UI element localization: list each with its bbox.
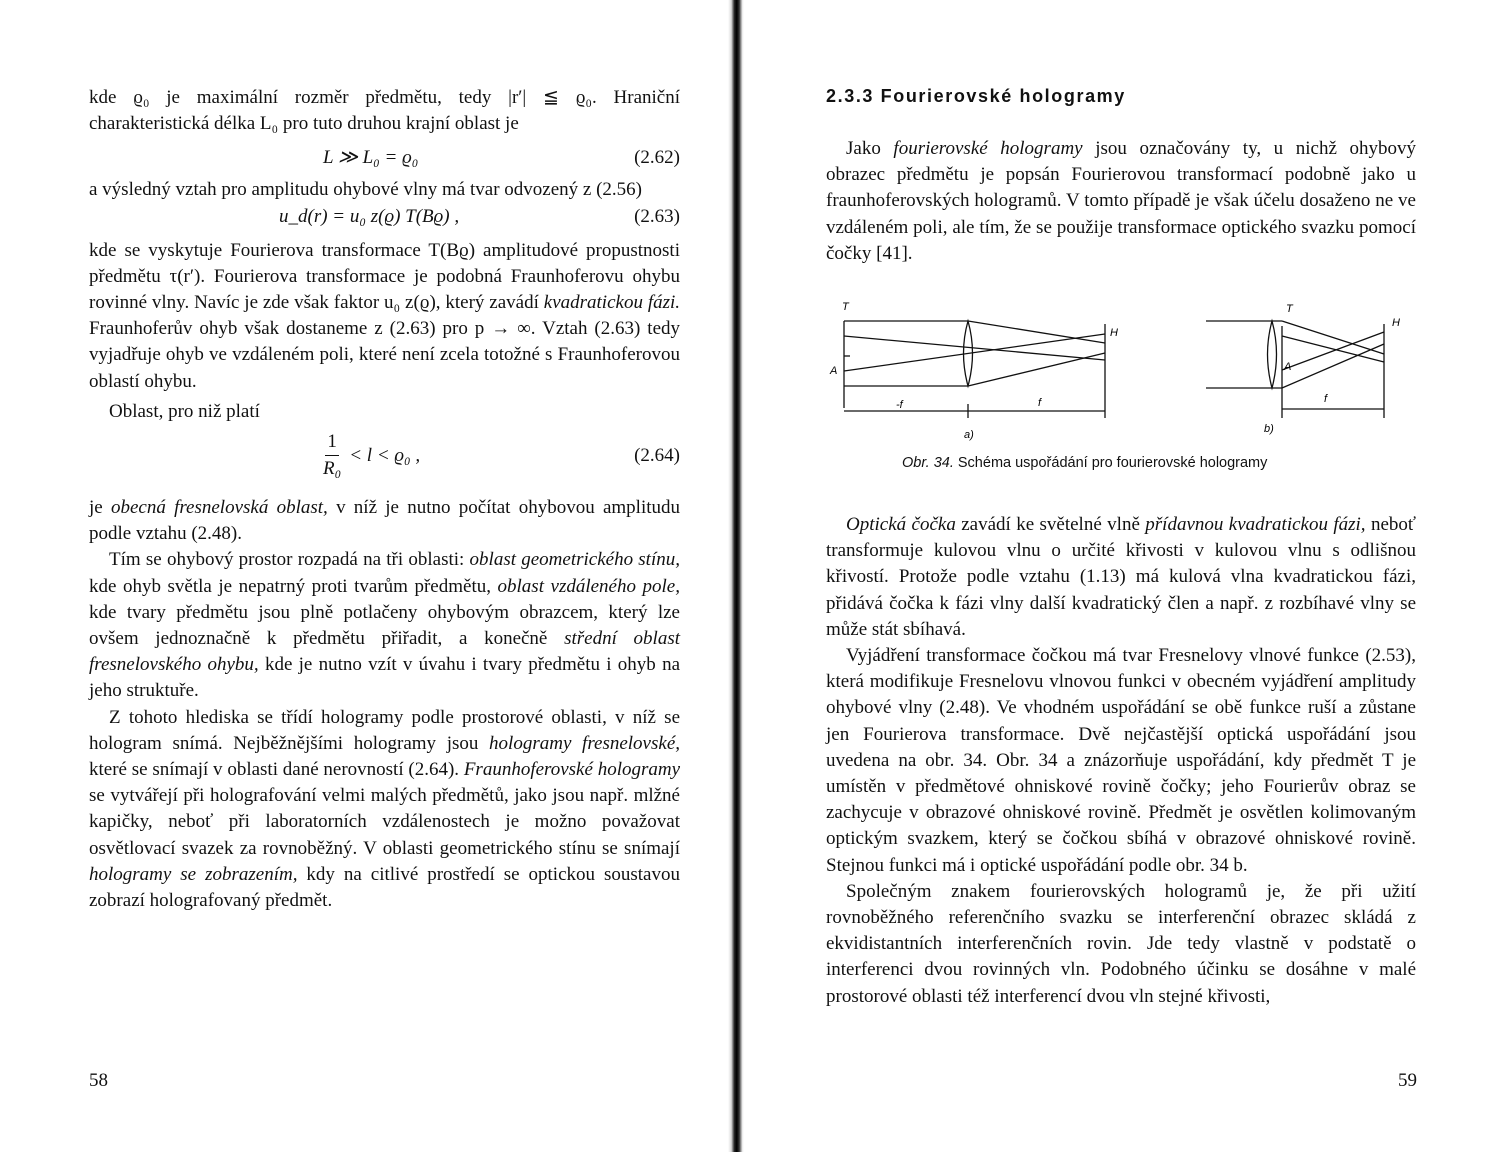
section-heading: 2.3.3 Fourierovské hologramy: [826, 86, 1126, 106]
paragraph: [89, 547, 680, 704]
equation-formula: [323, 429, 420, 482]
page-number: 58: [89, 1070, 108, 1091]
emphasis: fourierovské hologramy: [893, 138, 1083, 159]
diagram-b: [1206, 321, 1384, 418]
paragraph: [89, 495, 680, 547]
emphasis: oblast vzdáleného pole,: [497, 575, 680, 597]
focal-label-minus-f: -f: [896, 399, 903, 411]
equation-number: (2.63): [634, 205, 680, 227]
hologram-label-h: H: [1110, 327, 1118, 339]
equation-2-64: [89, 425, 680, 495]
text-run: se vytvářejí při holografování velmi malých předmětů, jako jsou např. mlžné kapičky, neboť při laboratorních vzdálenostech je možno považovat osvětlovací svazek za rovnoběžný. V oblasti geometrického stínu se snímají: [89, 785, 680, 859]
left-text-column: [89, 85, 680, 914]
denominator: R₀: [323, 458, 342, 480]
emphasis: oblast geometrického stínu,: [469, 549, 680, 571]
equation-formula: L ≫ L₀ = ϱ₀: [323, 147, 419, 169]
diagram-a: [844, 321, 1105, 418]
subfigure-label-a: a): [964, 429, 974, 441]
emphasis: střední oblast fresnelovského ohybu,: [89, 628, 681, 676]
equation-number: (2.64): [634, 445, 680, 467]
text-run: neboť transformuje kulovou vlnu o určité křivosti v kulovou vlnu s odlišnou křivostí. Protože podle vztahu (1.13) má kulová vlna kvadratickou fázi, přidává čočka k fázi vlny další kvadratický člen a např. z rozbíhavé vlny se může stát sbíhavá.: [826, 514, 1417, 640]
left-page: [0, 0, 728, 1152]
object-label-t: T: [1286, 303, 1293, 315]
optical-setup-figure: [828, 296, 1428, 446]
figure-caption: [902, 455, 1267, 471]
text-run: Tím se ohybový prostor rozpadá na tři oblasti:: [109, 549, 465, 571]
emphasis: obecná fresnelovská oblast,: [110, 497, 328, 519]
object-label-t: T: [842, 301, 849, 313]
focal-label-f: f: [1038, 397, 1042, 409]
equation-2-62: [89, 137, 680, 177]
text-run: Jako: [846, 138, 881, 159]
paragraph: [89, 705, 680, 915]
emphasis: přídavnou kvadratickou fázi,: [1145, 514, 1366, 535]
text-run: Z tohoto hlediska se třídí hologramy podle prostorové oblasti, v níž se hologram snímá. Nejběžnějšími hologramy jsou: [89, 706, 680, 754]
paragraph: Společným znakem fourierovských hologramů je, že při užití rovnoběžného referenčního svazku se interferenční obrazec skládá z ekvidistantních interferenčních rovin. Jde tedy vlastně v podstatě o interferenci dvou rovinných vln. Podobného účinku se dosáhne v malé prostorové oblasti též interferencí dvou vln stejné křivosti,: [826, 880, 1416, 1007]
subfigure-label-b: b): [1264, 423, 1274, 435]
text-run: zavádí ke světelné vlně: [961, 514, 1140, 535]
paragraph: Oblast, pro niž platí: [109, 400, 260, 422]
right-page: [744, 0, 1506, 1152]
hologram-label-h: H: [1392, 317, 1400, 329]
equation-number: (2.62): [634, 147, 680, 169]
text-run: jsou označovány ty, u nichž ohybový obrazec předmětu je popsán Fourierovou transformací podobně jako u fraunhoferovských hologramů. V tomto případě je však účelu dosaženo ne ve vzdáleném poli, ale tím, že se použije transformace optického svazku pomocí čočky [41].: [826, 138, 1416, 264]
text-run: kdy na citlivé prostředí se optickou soustavou zobrazí holografovaný předmět.: [89, 863, 680, 912]
paragraph: [89, 238, 680, 395]
emphasis: hologramy se zobrazením,: [89, 863, 298, 885]
emphasis: Fraunhoferovské hologramy: [463, 759, 681, 781]
text-run: kde tvary předmětu jsou plně potlačeny ohybovým obrazcem, který lze ovšem jednoznačně k předmětu přiřadit, a konečně: [89, 601, 680, 650]
equation-formula: u_d(r) = u₀ z(ϱ) T(Bϱ) ,: [279, 205, 460, 227]
text-run: kde je nutno vzít v úvahu i tvary předmětu i ohyb na jeho struktuře.: [89, 654, 681, 702]
book-gutter: [728, 0, 744, 1152]
text-run: Fraunhoferův ohyb však dostaneme z (2.63) pro p → ∞. Vztah (2.63) tedy vyjadřuje ohyb ve vzdáleném poli, které není zcela totožné s Fraunhoferovou oblastí ohybu.: [89, 318, 680, 392]
page-number: 59: [1398, 1070, 1417, 1091]
focal-label-f: f: [1324, 393, 1328, 405]
text-run: je: [89, 497, 103, 519]
emphasis: hologramy fresnelovské,: [489, 732, 680, 754]
right-text-column-top: [826, 136, 1416, 267]
text-run: kde se vyskytuje Fourierova transformace T(Bϱ) amplitudové propustnosti předmětu τ(r′). Fourierova transformace je podobná Fraunhoferovu ohybu rovinné vlny. Navíc je zde však faktor u₀ z(ϱ), který zavádí: [89, 239, 680, 314]
paragraph: [826, 512, 1416, 643]
inequality: < l < ϱ₀ ,: [349, 444, 421, 466]
emphasis: kvadratickou fázi.: [543, 292, 681, 314]
emphasis: Optická čočka: [846, 514, 956, 535]
paragraph: [826, 136, 1416, 267]
text-run: kde ohyb světla je nepatrný proti tvarům předmětu,: [89, 575, 491, 597]
source-label-a: A: [1284, 361, 1292, 373]
right-text-column-bottom: [826, 512, 1416, 1010]
paragraph: kde ϱ₀ je maximální rozměr předmětu, tedy |r′| ≦ ϱ₀. Hraniční charakteristická délka L₀ pro tuto druhou krajní oblast je: [89, 87, 680, 135]
source-label-a: A: [830, 365, 838, 377]
paragraph: Vyjádření transformace čočkou má tvar Fresnelovy vlnové funkce (2.53), která modifikuje Fresnelovu vlnovou funkci v obecném vyjádření amplitudy ohybové vlny (2.48). Ve vhodném uspořádání se obě funkce ruší a zůstane jen Fourierova transformace. Dvě nejčastější optická uspořádání jsou uvedena na obr. 34. Obr. 34 a znázorňuje uspořádání, kdy předmět T je umístěn v předmětové ohniskové rovině čočky; jeho Fourierův obraz se zachycuje v obrazové ohniskové rovině. Předmět je osvětlen kolimovaným optickým svazkem, který se čočkou sbíhá v obrazové ohniskové rovině. Stejnou funkci má i optické uspořádání podle obr. 34 b.: [826, 645, 1416, 876]
paragraph: a výsledný vztah pro amplitudu ohybové vlny má tvar odvozený z (2.56): [89, 179, 642, 201]
fraction: [323, 429, 341, 482]
numerator: 1: [325, 429, 339, 456]
equation-2-63: [89, 204, 680, 238]
caption-text: Schéma uspořádání pro fourierovské hologramy: [957, 455, 1268, 471]
text-run: v níž je nutno počítat ohybovou amplitudu podle vztahu (2.48).: [89, 497, 680, 545]
caption-prefix: Obr. 34.: [902, 455, 954, 471]
text-run: které se snímají v oblasti dané nerovností (2.64).: [89, 759, 460, 781]
